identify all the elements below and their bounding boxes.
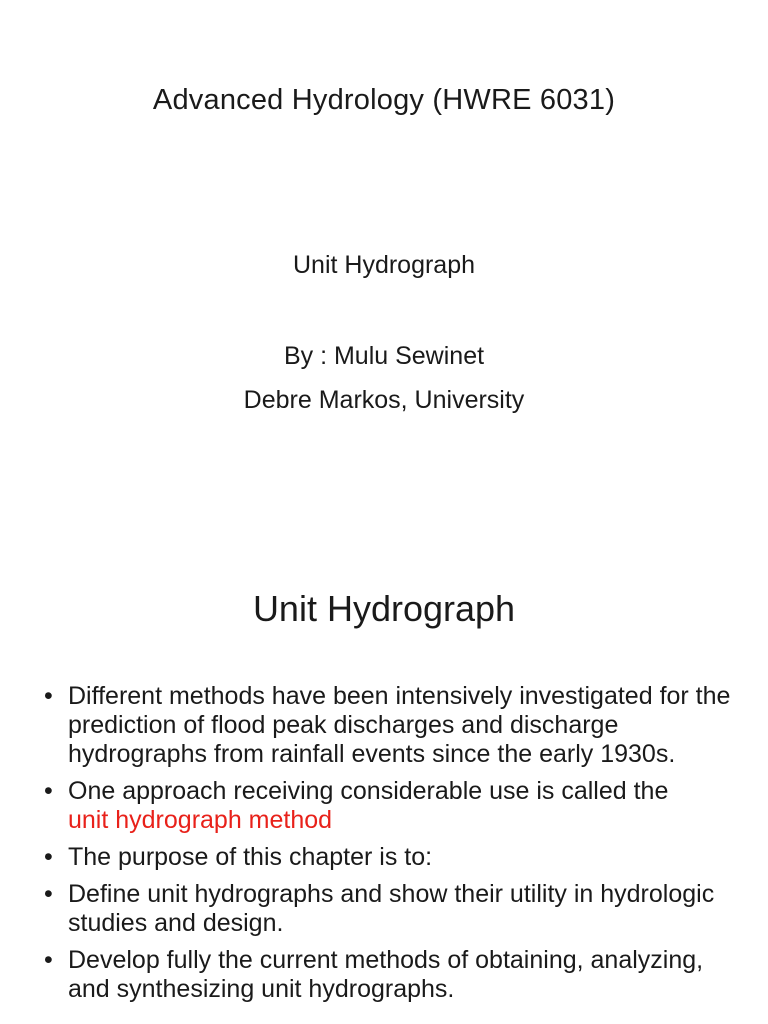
bullet-text: One approach receiving considerable use is called the [68,777,669,805]
bullet-item [42,946,742,1004]
bullet-text: Different methods have been intensively investigated for the prediction of flood peak discharges and discharge hydrographs from rainfall events since the early 1930s. [68,682,731,768]
topic-subtitle: Unit Hydrograph [292,251,476,279]
bullet-text: The purpose of this chapter is to: [68,843,433,871]
bullet-icon: • [44,843,53,871]
bullet-text: Define unit hydrographs and show their utility in hydrologic studies and design. [68,880,715,937]
bullet-list [42,682,742,1012]
bullet-text: Develop fully the current methods of obtaining, analyzing, and synthesizing unit hydrographs. [68,946,704,1003]
bullet-item [42,843,742,872]
bullet-icon: • [44,946,53,974]
bullet-icon: • [44,880,53,908]
bullet-item [42,880,742,938]
content-slide [0,560,768,1024]
bullet-item [42,777,742,835]
bullet-item [42,682,742,769]
author-line: By : Mulu Sewinet [283,342,485,370]
bullet-icon: • [44,682,53,710]
course-title: Advanced Hydrology (HWRE 6031) [152,84,616,116]
affiliation-line: Debre Markos, University [243,386,525,414]
highlighted-term: unit hydrograph method [68,806,333,834]
bullet-icon: • [44,777,53,805]
slide-heading: Unit Hydrograph [252,588,516,629]
